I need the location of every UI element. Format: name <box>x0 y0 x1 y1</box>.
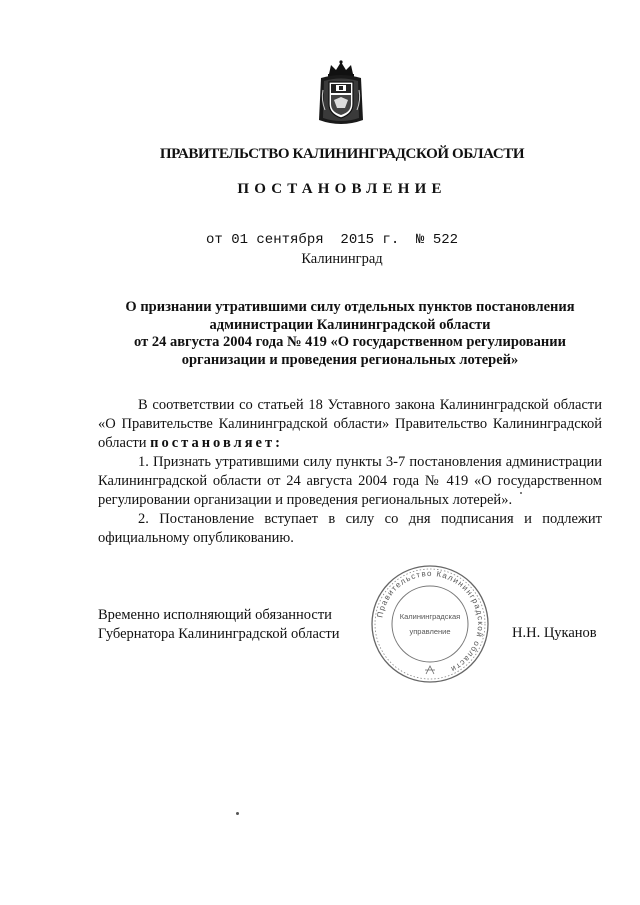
scan-speck <box>520 492 522 494</box>
document-subject <box>98 299 602 369</box>
official-stamp <box>368 562 492 686</box>
signer-position-line: Временно исполняющий обязанности <box>98 607 332 623</box>
document-type: ПОСТАНОВЛЕНИЕ <box>237 181 447 197</box>
signer-name: Н.Н. Цуканов <box>512 625 597 641</box>
item-1-paragraph: 1. Признать утратившими силу пункты 3-7 постановления администрации Калининградской области от 24 августа 2004 года № 419 «О государственном регулировании организации и проведения региональных лотерей». <box>98 454 602 508</box>
subject-line: администрации Калининградской области <box>209 316 491 333</box>
subject-line: организации и проведения региональных лотерей» <box>181 351 519 368</box>
coat-of-arms-icon <box>317 60 365 128</box>
city-name: Калининград <box>301 251 383 267</box>
government-title: ПРАВИТЕЛЬСТВО КАЛИНИНГРАДСКОЙ ОБЛАСТИ <box>159 146 525 162</box>
stamp-center-line: управление <box>409 627 451 636</box>
decree-word: постановляет: <box>150 435 283 451</box>
stamp-center-line: Калининградская <box>399 612 461 621</box>
scan-speck <box>236 812 239 815</box>
signer-position <box>98 606 339 644</box>
date-number-line: от 01 сентября 2015 г. № 522 <box>206 232 459 248</box>
preamble-text: В соответствии со статьей 18 Уставного закона Калининградской области «О Правительстве Калининградской области» Правительство Калининградской области <box>98 397 602 451</box>
stamp-ring-text: Правительство Калининградской области <box>375 568 486 675</box>
subject-line: от 24 августа 2004 года № 419 «О государственном регулировании <box>134 334 566 350</box>
signer-position-line: Губернатора Калининградской области <box>98 626 340 642</box>
preamble-paragraph <box>98 396 602 453</box>
document-body <box>98 396 602 548</box>
item-2-paragraph: 2. Постановление вступает в силу со дня подписания и подлежит официальному опубликованию. <box>98 511 602 546</box>
subject-line: О признании утратившими силу отдельных пунктов постановления <box>125 299 575 315</box>
